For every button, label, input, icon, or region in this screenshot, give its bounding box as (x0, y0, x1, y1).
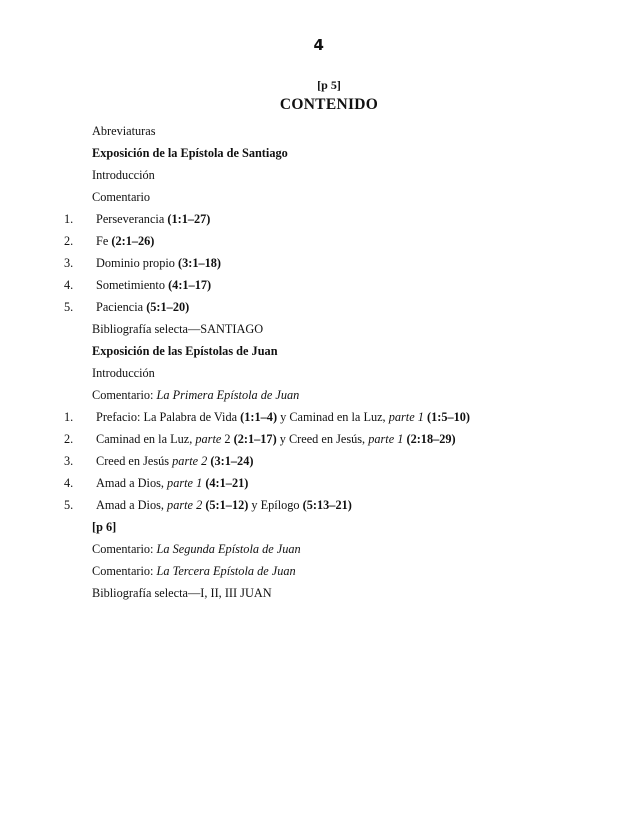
toc-entry (0, 498, 638, 520)
plain-text: Perseverancia (96, 212, 168, 226)
plain-text: Paciencia (96, 300, 147, 314)
bold-text: (5:13–21) (302, 498, 352, 512)
plain-text: Bibliografía selecta—SANTIAGO (92, 322, 264, 336)
bold-text: Exposición de las Epístolas de Juan (92, 344, 278, 358)
plain-text: 2 (221, 432, 234, 446)
toc-entry-text (92, 322, 263, 337)
plain-text: Fe (96, 234, 112, 248)
toc-entry-text (96, 256, 221, 271)
toc-entry (0, 542, 638, 564)
toc-entry-text (96, 300, 189, 315)
page-number: 4 (313, 36, 325, 54)
toc-entry-number: 4. (64, 476, 74, 490)
plain-text: y Epílogo (248, 498, 303, 512)
italic-text: parte 1 (388, 410, 424, 424)
toc-entry-text (92, 564, 296, 579)
toc-entry (0, 322, 638, 344)
toc-entry (0, 476, 638, 498)
italic-text: La Tercera Epístola de Juan (156, 564, 296, 578)
toc-entry (0, 454, 638, 476)
toc-entry-text (92, 190, 150, 205)
plain-text: y Caminad en la Luz, (277, 410, 389, 424)
toc-entry-text (96, 476, 248, 491)
toc-entry-number: 1. (64, 410, 74, 424)
plain-text: Comentario: (92, 388, 157, 402)
italic-text: La Primera Epístola de Juan (156, 388, 300, 402)
toc-entry-number: 2. (64, 432, 74, 446)
toc-entry-text (96, 432, 456, 447)
bold-text: (5:1–12) (205, 498, 249, 512)
toc-entry-number: 5. (64, 300, 74, 314)
toc-entry (0, 146, 638, 168)
plain-text: Introducción (92, 366, 155, 380)
toc-entry (0, 586, 638, 608)
page-reference: [p 5] (317, 78, 341, 92)
bold-text: (4:1–17) (168, 278, 212, 292)
toc-entry-number: 5. (64, 498, 74, 512)
page-title: CONTENIDO (279, 96, 379, 113)
italic-text: parte (195, 432, 222, 446)
toc-entry-text (92, 124, 156, 139)
bold-text: (1:5–10) (426, 410, 471, 424)
plain-text: Caminad en la Luz, (96, 432, 196, 446)
italic-text: parte 1 (167, 476, 203, 490)
plain-text: Abreviaturas (92, 124, 156, 138)
plain-text: Amad a Dios, (96, 476, 168, 490)
bold-text: (4:1–21) (205, 476, 249, 490)
toc-entry (0, 432, 638, 454)
toc-entry (0, 300, 638, 322)
toc-entry (0, 410, 638, 432)
bold-text: (2:18–29) (406, 432, 456, 446)
toc-entry (0, 234, 638, 256)
toc-entry-text (96, 212, 210, 227)
bold-text: (1:1–27) (167, 212, 211, 226)
plain-text: Bibliografía selecta—I, II, III JUAN (92, 586, 272, 600)
italic-text: parte 2 (167, 498, 203, 512)
toc-entry-text (96, 410, 470, 425)
plain-text: Comentario: (92, 542, 157, 556)
toc-entry-text (92, 520, 116, 535)
toc-entry (0, 344, 638, 366)
italic-text: parte 1 (368, 432, 404, 446)
plain-text: Dominio propio (96, 256, 178, 270)
plain-text: Sometimiento (96, 278, 169, 292)
plain-text: Introducción (92, 168, 155, 182)
plain-text: Comentario (92, 190, 151, 204)
toc-entry-text (96, 498, 352, 513)
toc-entry-text (96, 234, 154, 249)
toc-entry-text (92, 168, 155, 183)
toc-entry (0, 388, 638, 410)
toc-entry-text (92, 146, 288, 161)
bold-text: (5:1–20) (146, 300, 190, 314)
toc-entry (0, 520, 638, 542)
toc-entry-number: 1. (64, 212, 74, 226)
toc-entry-number: 4. (64, 278, 74, 292)
toc-entry (0, 124, 638, 146)
bold-text: Exposición de la Epístola de Santiago (92, 146, 288, 160)
toc-entry (0, 366, 638, 388)
toc-entry (0, 278, 638, 300)
plain-text: Prefacio: La Palabra de Vida (96, 410, 241, 424)
toc-entry (0, 190, 638, 212)
bold-text: (2:1–26) (111, 234, 155, 248)
plain-text: Creed en Jesús (96, 454, 173, 468)
bold-text: (3:1–18) (177, 256, 222, 270)
toc-entry-text (92, 586, 272, 601)
italic-text: La Segunda Epístola de Juan (156, 542, 301, 556)
bold-text: (1:1–4) (240, 410, 278, 424)
toc-entry-text (96, 454, 253, 469)
plain-text: Comentario: (92, 564, 157, 578)
toc-entry-text (92, 542, 301, 557)
toc-entry-number: 3. (64, 454, 74, 468)
toc-entry-number: 2. (64, 234, 74, 248)
italic-text: parte 2 (172, 454, 208, 468)
toc-entry-number: 3. (64, 256, 74, 270)
bold-text: (3:1–24) (210, 454, 254, 468)
toc-entry (0, 168, 638, 190)
toc-entry-text (96, 278, 211, 293)
toc-entry (0, 256, 638, 278)
toc-entry (0, 564, 638, 586)
bold-text: [p 6] (92, 520, 117, 534)
toc-entry-text (92, 344, 278, 359)
plain-text: y Creed en Jesús, (276, 432, 369, 446)
toc-entry (0, 212, 638, 234)
bold-text: (2:1–17) (233, 432, 277, 446)
table-of-contents (0, 124, 638, 608)
plain-text: Amad a Dios, (96, 498, 168, 512)
toc-entry-text (92, 388, 299, 403)
toc-entry-text (92, 366, 155, 381)
